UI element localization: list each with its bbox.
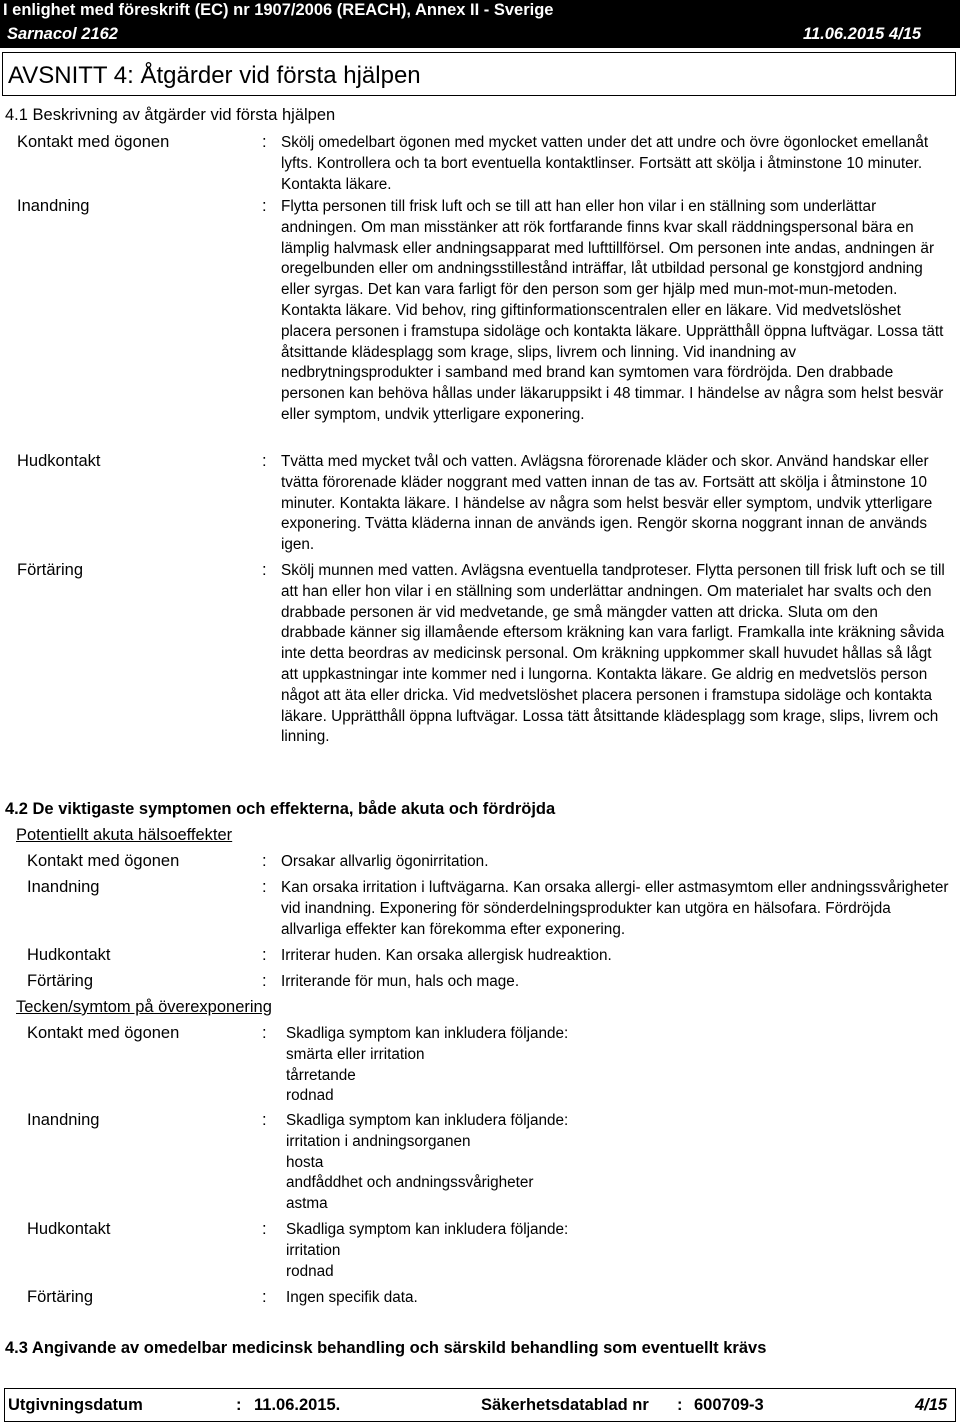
symptom-line: Skadliga symptom kan inkludera följande: [286, 1025, 569, 1042]
ingestion-text: Skölj munnen med vatten. Avlägsna eventuella tandproteser. Flytta personen till frisk luft och se till att han eller hon vilar i en ställning som underlättar andningen. Om materialet har svalts och den drabbade personen är vid medvetande, ge små mängder vatten att dricka. Sluta om den drabbade känner sig illamående eftersom kräkning kan vara farligt. Framkalla inte kräkning såvida inte detta beordras av medicinsk personal. Om kräkning uppkommer skall huvudet hållas så lågt att uppkastningar inte kommer ned i lungorna. Kontakta läkare. Ge aldrig en medvetslös person något att äta eller dricka. Vid medvetslöshet placera personen i framstupa sidoläge och kontakta läkare. Upprätthåll öppna luftvägar. Lossa tätt åtsittande klädesplagg som krage, slips, livrem och linning. [281, 562, 945, 746]
over-ingestion-text: Ingen specifik data. [286, 1289, 418, 1306]
over-eyes-label: Kontakt med ögonen [27, 1024, 180, 1042]
regulation-text: I enlighet med föreskrift (EC) nr 1907/2006 (REACH), Annex II - Sverige [3, 1, 554, 19]
symptom-line: smärta eller irritation [286, 1045, 425, 1063]
colon: : [262, 1024, 267, 1042]
symptom-line: rodnad [286, 1262, 334, 1280]
over-skin-symptoms [286, 1220, 568, 1282]
footer-box [4, 1388, 956, 1422]
symptom-line: irritation [286, 1241, 341, 1259]
acute-inhalation-label: Inandning [27, 878, 100, 896]
colon: : [262, 133, 267, 151]
colon: : [262, 561, 267, 579]
inhalation-text: Flytta personen till frisk luft och se till att han eller hon vilar i en ställning som underlättar andningen. Om man misstänker att rök fortfarande finns kvar skall räddningspersonal bära en lämplig halvmask eller andningsapparat med lufttillförsel. Om personen inte andas, andningen är oregelbunden eller om andningsstillestånd inträffar, låt utbildad personal ge konstgjord andning eller syrgas. Det kan vara farligt för den person som ger hjälp med mun-mot-mun-metoden. Kontakta läkare. Vid behov, ring giftinformationscentralen eller en läkare. Vid medvetslöshet placera personen i framstupa sidoläge och kontakta läkare. Upprätthåll öppna luftvägar. Lossa tätt åtsittande klädesplagg som krage, slips, livrem och linning. Vid inandning av nedbrytningsprodukter i samband med brand kan symtomen vara fördröjda. Den drabbade personen kan behöva hållas under läkaruppsikt i 48 timmar. I händelse av några som helst besvär eller symptom, undvik ytterligare exponering. [281, 198, 944, 423]
acute-ingestion-label: Förtäring [27, 972, 94, 990]
subsection-4-3-title: 4.3 Angivande av omedelbar medicinsk behandling och särskild behandling som eventuellt krävs [5, 1339, 767, 1357]
page-number: 4/15 [915, 1396, 948, 1414]
skin-text: Tvätta med mycket tvål och vatten. Avlägsna förorenade kläder och skor. Använd handskar eller tvätta förorenade kläder noggrant med vatten innan de tas av. Fortsätt att skölja i åtminstone 10 minuter. Kontakta läkare. I händelse av några som helst besvär eller symptom, undvik ytterligare exponering. Tvätta kläderna innan de används igen. Rengör skorna noggrant innan de används igen. [281, 453, 933, 554]
symptom-line: astma [286, 1195, 328, 1213]
acute-ingestion-text: Irriterande för mun, hals och mage. [281, 973, 520, 990]
acute-effects-heading: Potentiellt akuta hälsoeffekter [16, 826, 233, 844]
symptom-line: hosta [286, 1153, 324, 1171]
over-skin-label: Hudkontakt [27, 1220, 111, 1238]
over-ingestion-label: Förtäring [27, 1288, 94, 1306]
over-inhalation-label: Inandning [27, 1111, 100, 1129]
overexposure-heading: Tecken/symtom på överexponering [16, 998, 272, 1016]
symptom-line: andfåddhet och andningssvårigheter [286, 1174, 534, 1192]
acute-eyes-text: Orsakar allvarlig ögonirritation. [281, 853, 489, 870]
ingestion-label: Förtäring [17, 561, 84, 579]
product-name: Sarnacol 2162 [7, 25, 118, 43]
eyes-text: Skölj omedelbart ögonen med mycket vatten under det att undre och övre ögonlocket emellanåt lyfts. Kontrollera och ta bort eventuella kontaktlinser. Fortsätt att skölja i åtminstone 10 minuter. Kontakta läkare. [281, 134, 929, 193]
skin-label: Hudkontakt [17, 452, 101, 470]
sds-number: 600709-3 [694, 1396, 764, 1414]
colon: : [262, 452, 267, 470]
symptom-line: Skadliga symptom kan inkludera följande: [286, 1221, 569, 1238]
eyes-label: Kontakt med ögonen [17, 133, 170, 151]
symptom-line: Skadliga symptom kan inkludera följande: [286, 1112, 569, 1129]
symptom-line: irritation i andningsorganen [286, 1132, 471, 1150]
acute-inhalation-text: Kan orsaka irritation i luftvägarna. Kan orsaka allergi- eller astmasymtom eller andningssvårigheter vid inandning. Exponering för sönderdelningsprodukter kan utgöra en hälsofara. Fördröjda allvarliga effekter kan förekomma efter exponering. [281, 879, 949, 938]
issue-date-label: Utgivningsdatum [8, 1396, 143, 1414]
issue-date: 11.06.2015. [254, 1396, 341, 1414]
acute-skin-text: Irriterar huden. Kan orsaka allergisk hudreaktion. [281, 947, 612, 964]
colon: : [236, 1396, 242, 1414]
section-title: AVSNITT 4: Åtgärder vid första hjälpen [8, 62, 421, 89]
colon: : [262, 878, 267, 896]
colon: : [262, 1288, 267, 1306]
inhalation-label: Inandning [17, 197, 90, 215]
acute-eyes-label: Kontakt med ögonen [27, 852, 180, 870]
sds-number-label: Säkerhetsdatablad nr [481, 1396, 649, 1414]
symptom-line: rodnad [286, 1087, 334, 1105]
symptom-line: tårretande [286, 1066, 356, 1084]
subsection-4-1-title: 4.1 Beskrivning av åtgärder vid första hjälpen [5, 106, 336, 124]
subsection-4-2-title: 4.2 De viktigaste symptomen och effekterna, både akuta och fördröjda [5, 800, 556, 818]
colon: : [262, 852, 267, 870]
colon: : [262, 972, 267, 990]
over-eyes-symptoms [286, 1024, 568, 1107]
colon: : [677, 1396, 683, 1414]
colon: : [262, 197, 267, 215]
acute-skin-label: Hudkontakt [27, 946, 111, 964]
header-date-page: 11.06.2015 4/15 [803, 25, 922, 43]
colon: : [262, 946, 267, 964]
colon: : [262, 1111, 267, 1129]
colon: : [262, 1220, 267, 1238]
over-inhalation-symptoms [286, 1111, 568, 1215]
